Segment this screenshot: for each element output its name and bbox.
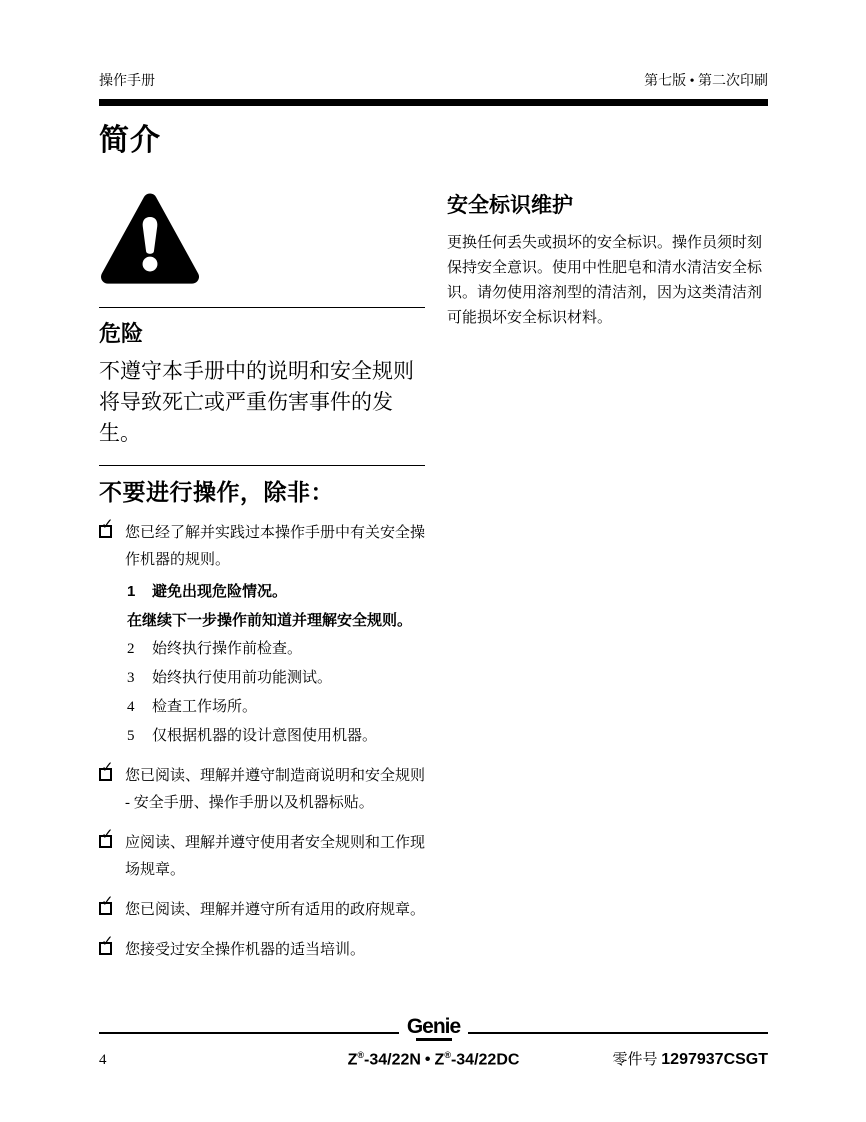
registered-mark: ®: [444, 1049, 451, 1060]
part-number-label: 零件号: [612, 1052, 658, 1068]
header-edition: 第七版 • 第二次印刷: [644, 74, 768, 89]
page-footer: [99, 1016, 768, 1069]
danger-body: [99, 356, 425, 449]
decal-maintenance-body: 更换任何丢失或损坏的安全标识。操作员须时刻保持安全意识。使用中性肥皂和清水清洁安全标识。请勿使用溶剂型的清洁剂，因为这类清洁剂可能损坏安全标识材料。: [447, 235, 763, 326]
checkbox-checked-icon: ✓: [99, 525, 112, 538]
step-text: 在继续下一步操作前知道并理解安全规则。: [127, 612, 413, 629]
footer-bottom-row: [99, 1048, 768, 1069]
model-numbers: [348, 1050, 520, 1069]
step-number: 4: [127, 699, 135, 715]
checklist-item-text: 您已阅读、理解并遵守制造商说明和安全规则 - 安全手册、操作手册以及机器标贴。: [125, 768, 426, 811]
step-item: [99, 636, 425, 663]
right-column: [447, 177, 768, 964]
model-separator: •: [424, 1051, 431, 1068]
numbered-steps: [99, 578, 425, 750]
checklist-item: [99, 892, 426, 924]
genie-logo: [407, 1016, 460, 1041]
step-item: [99, 723, 425, 750]
part-number: [519, 1048, 768, 1069]
checklist-item: [99, 932, 425, 964]
checkbox-checked-icon: ✓: [99, 768, 112, 781]
content-columns: [99, 177, 768, 964]
header-doc-title: 操作手册: [99, 74, 155, 89]
danger-heading: 危险: [99, 321, 144, 346]
model-2-base: Z: [434, 1051, 445, 1068]
step-number: 5: [127, 728, 135, 744]
checklist-item-text: 您接受过安全操作机器的适当培训。: [125, 942, 366, 958]
checkbox-checked-icon: ✓: [99, 835, 112, 848]
footer-rule-right: [468, 1032, 768, 1034]
header-rule: [99, 99, 768, 106]
checkbox-checked-icon: ✓: [99, 942, 112, 955]
model-1-rest: -34/22N: [364, 1051, 421, 1068]
checklist-item-text: 您已经了解并实践过本操作手册中有关安全操作机器的规则。: [125, 525, 426, 568]
checkbox-checked-icon: ✓: [99, 902, 112, 915]
divider-line: [99, 307, 425, 308]
step-number: 2: [127, 641, 135, 657]
step-text: 检查工作场所。: [152, 699, 258, 715]
warning-triangle-icon: [101, 190, 199, 291]
checklist-item: [99, 515, 426, 574]
footer-rule: [99, 1016, 768, 1041]
genie-logo-text: Genie: [406, 1015, 461, 1038]
left-column: [99, 177, 425, 964]
danger-line-2: 将导致死亡或严重伤害事件的发生。: [99, 390, 393, 445]
checklist-item: [99, 825, 426, 884]
step-item: [99, 665, 425, 692]
column-gap: [425, 177, 447, 964]
checklist-item-text: 应阅读、理解并遵守使用者安全规则和工作现场规章。: [125, 835, 426, 878]
decal-maintenance-heading: 安全标识维护: [447, 194, 573, 217]
step-number: 1: [127, 583, 136, 600]
step-text: 始终执行使用前功能测试。: [152, 670, 333, 686]
page-title: 简介: [99, 124, 161, 157]
checklist-item: [99, 758, 426, 817]
step-number: 3: [127, 670, 135, 686]
registered-mark: ®: [357, 1049, 364, 1060]
step-item: [99, 694, 425, 721]
genie-tagline-bar: [416, 1038, 452, 1041]
checklist-item-text: 您已阅读、理解并遵守所有适用的政府规章。: [125, 902, 426, 918]
page-number: 4: [99, 1052, 107, 1068]
step-text: 避免出现危险情况。: [152, 583, 288, 600]
footer-rule-left: [99, 1032, 399, 1034]
do-not-operate-heading: 不要进行操作，除非：: [99, 479, 334, 505]
model-2-rest: -34/22DC: [450, 1051, 520, 1068]
part-number-value: 1297937CSGT: [661, 1051, 769, 1068]
step-item: [99, 607, 425, 634]
step-text: 始终执行操作前检查。: [152, 641, 303, 657]
step-text: 仅根据机器的设计意图使用机器。: [152, 728, 378, 744]
step-item: [99, 578, 425, 605]
danger-line-1: 不遵守本手册中的说明和安全规则: [99, 359, 414, 383]
model-1-base: Z: [347, 1051, 358, 1068]
page-header: [99, 70, 768, 90]
divider-line: [99, 465, 425, 466]
